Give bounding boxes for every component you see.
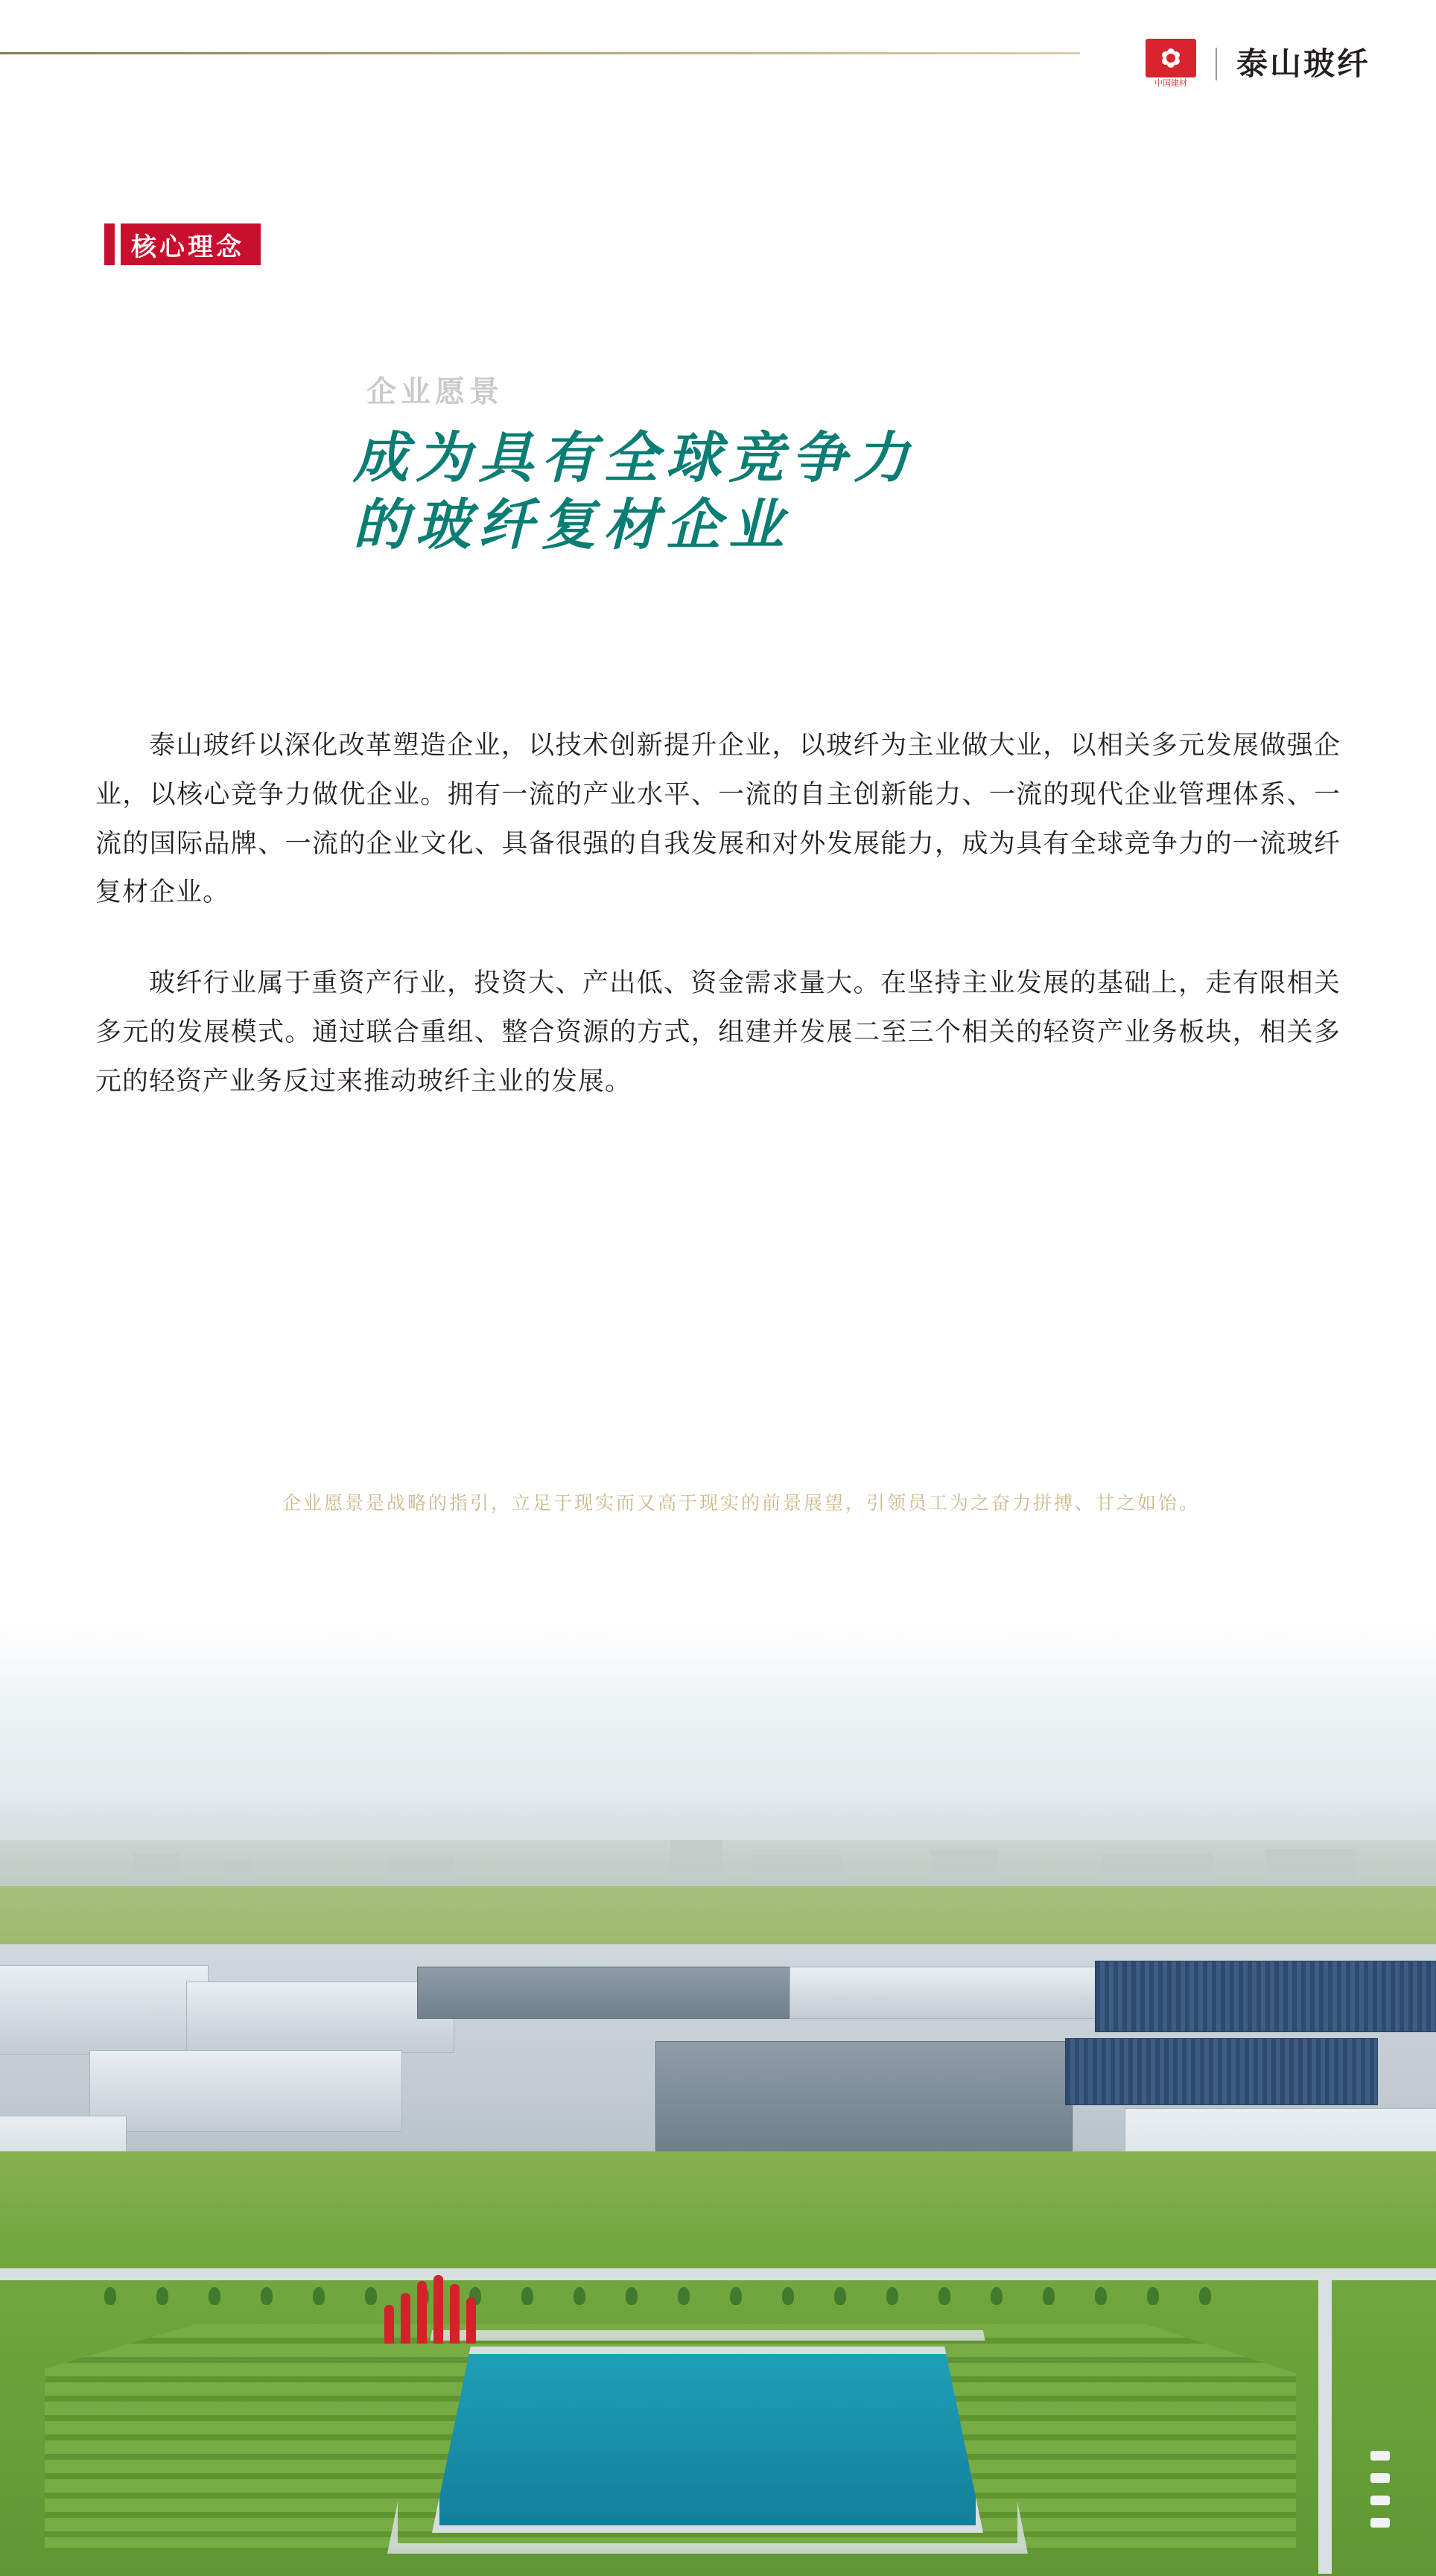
far-building: [1102, 1853, 1214, 1876]
body-text: [95, 721, 1341, 1106]
factory-roof: [790, 1967, 1102, 2019]
brand-divider: [1216, 48, 1217, 80]
photo-tree-row: [104, 2287, 1221, 2306]
far-building: [134, 1853, 179, 1876]
photo-far-buildings: [0, 1831, 1436, 1876]
header-divider-rule: [0, 52, 1080, 54]
vision-title: [353, 425, 1210, 559]
brand-lockup: [1146, 39, 1370, 89]
logo-caption: 中国建材: [1154, 79, 1187, 88]
aerial-factory-photo: [0, 1594, 1436, 2576]
vision-title-line-1: 成为具有全球竞争力: [353, 426, 916, 490]
photo-red-sculpture: [384, 2272, 489, 2344]
far-building: [670, 1840, 722, 1876]
paragraph-2: 玻纤行业属于重资产行业，投资大、产出低、资金需求量大。在坚持主业发展的基础上，走有限相关多元的发展模式。通过联合重组、整合资源的方式，组建并发展二至三个相关的轻资产业务板块，相关多元的轻资产业务反过来推动玻纤主业的发展。: [95, 968, 1341, 1096]
photo-car: [1370, 2496, 1390, 2505]
paragraph-1: 泰山玻纤以深化改革塑造企业，以技术创新提升企业，以玻纤为主业做大业，以相关多元发展做强企业，以核心竞争力做优企业。拥有一流的产业水平、一流的自主创新能力、一流的现代企业管理体系、一流的国际品牌、一流的企业文化、具备很强的自我发展和对外发展能力，成为具有全球竞争力的一流玻纤复材企业。: [95, 731, 1341, 907]
photo-car: [1370, 2473, 1390, 2483]
photo-car: [1370, 2518, 1390, 2528]
far-building: [931, 1850, 998, 1876]
brand-name: 泰山玻纤: [1236, 46, 1370, 81]
china-building-material-flower-logo-icon: [1146, 39, 1196, 89]
factory-roof: [655, 2041, 1073, 2153]
factory-roof: [0, 1965, 209, 2055]
far-building: [752, 1855, 842, 1876]
photo-road-vertical: [1318, 2268, 1332, 2574]
far-building: [387, 1856, 454, 1876]
section-tag-accent-bar: [104, 223, 115, 265]
vision-label: 企业愿景: [366, 375, 503, 408]
section-tag: [104, 223, 261, 265]
photo-road-horizontal: [0, 2268, 1436, 2280]
photo-car: [1370, 2451, 1390, 2461]
factory-roof: [89, 2050, 402, 2132]
vision-title-line-2: 的玻纤复材企业: [353, 493, 791, 558]
far-building: [223, 1859, 253, 1876]
solar-roof: [1095, 1961, 1436, 2032]
flower-petals-icon: [1160, 48, 1181, 69]
far-building: [1266, 1849, 1356, 1876]
footnote: 企业愿景是战略的指引，立足于现实而又高于现实的前景展望，引领员工为之奋力拼搏、甘之如饴。: [282, 1492, 1200, 1514]
factory-roof: [186, 1982, 454, 2053]
solar-roof: [1065, 2038, 1378, 2105]
page-header: [0, 0, 1436, 91]
photo-top-fade: [0, 1594, 1436, 1684]
flower-center: [1166, 54, 1175, 63]
factory-roof: [417, 1967, 804, 2019]
section-tag-label: 核心理念: [121, 223, 261, 265]
photo-reflecting-pool: [432, 2347, 983, 2533]
